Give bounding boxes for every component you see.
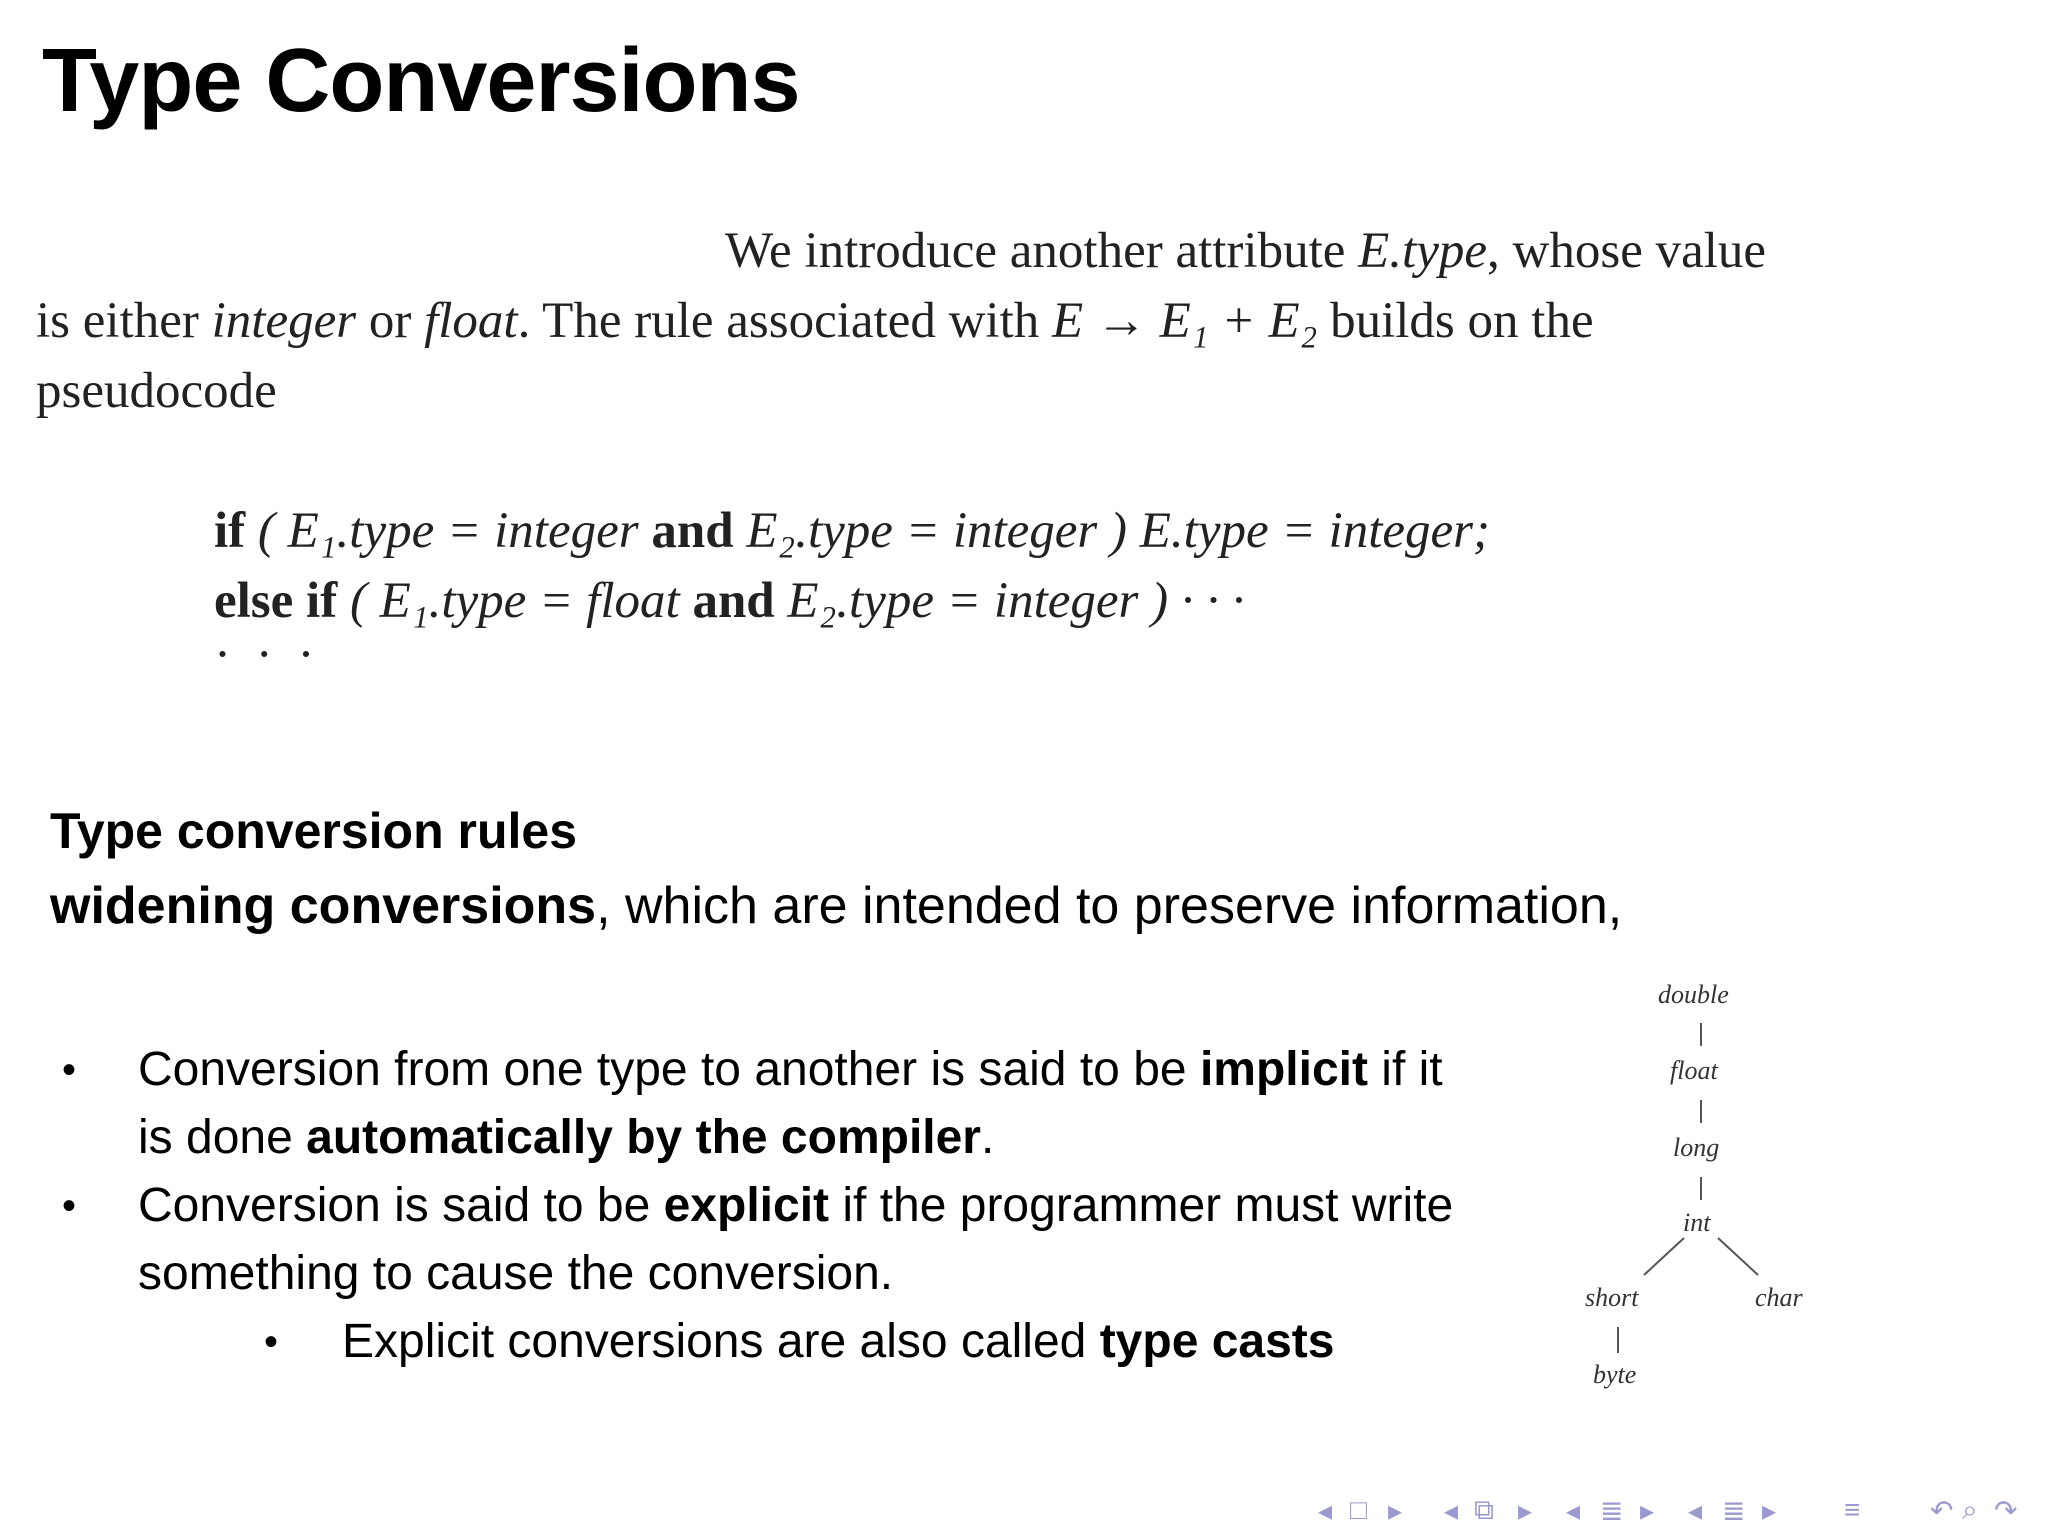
frame-icon[interactable]: □ xyxy=(1350,1494,1367,1525)
arrow-left-icon[interactable]: ◂ xyxy=(1688,1495,1703,1526)
excerpt-math: integer xyxy=(211,293,357,349)
keyword: if xyxy=(214,503,246,559)
code-expr: E₂.type = integer ) E.type = integer; xyxy=(733,503,1490,559)
node-int: int xyxy=(1683,1208,1711,1237)
section-icon[interactable]: ≣ xyxy=(1722,1495,1746,1526)
excerpt-text: . The rule associated with xyxy=(517,293,1052,349)
code-expr: ( E₁.type = float xyxy=(337,573,693,629)
node-short: short xyxy=(1585,1283,1639,1312)
widening-bold: widening conversions xyxy=(50,877,597,935)
hierarchy-edges xyxy=(1540,970,1840,1410)
bullet-bold: implicit xyxy=(1199,1043,1368,1096)
bullet-marker: • xyxy=(62,1184,77,1228)
excerpt-text: is either xyxy=(36,293,212,349)
redo-icon[interactable]: ↷ xyxy=(1994,1495,2018,1526)
section-icon[interactable]: ≣ xyxy=(1600,1495,1624,1526)
node-float: float xyxy=(1670,1056,1718,1085)
arrow-right-icon[interactable]: ▸ xyxy=(1640,1495,1655,1526)
excerpt-line-3: pseudocode xyxy=(36,363,277,419)
bullet-bold: type casts xyxy=(1099,1315,1335,1368)
excerpt-line-2 xyxy=(36,292,1594,350)
excerpt-text: , whose value xyxy=(1487,223,1767,279)
arrow-left-icon[interactable]: ◂ xyxy=(1444,1495,1459,1526)
node-long: long xyxy=(1673,1133,1720,1162)
excerpt-text: or xyxy=(356,293,425,349)
code-expr: E₂.type = integer ) · · · xyxy=(774,573,1245,629)
pseudocode-line-2 xyxy=(214,572,1245,630)
edge-int-short xyxy=(1644,1238,1684,1275)
beamer-navigation xyxy=(1318,1494,2038,1528)
excerpt-math: E.type xyxy=(1358,223,1488,279)
excerpt-text: builds on the xyxy=(1317,293,1594,349)
bullet-text: if the programmer must write something to cause the conversion. xyxy=(138,1179,1454,1300)
bullet-explicit xyxy=(58,1172,1458,1308)
arrow-left-icon[interactable]: ◂ xyxy=(1318,1495,1333,1526)
rules-heading: Type conversion rules xyxy=(50,803,578,859)
bullet-list xyxy=(58,1036,1458,1376)
arrow-right-icon[interactable]: ▸ xyxy=(1762,1495,1777,1526)
excerpt-line-1 xyxy=(725,222,1766,280)
keyword: else if xyxy=(214,573,338,629)
bullet-implicit xyxy=(58,1036,1458,1172)
widening-rest: , which are intended to preserve information, xyxy=(596,877,1623,935)
arrow-right-icon[interactable]: ▸ xyxy=(1518,1495,1533,1526)
bullet-text: Explicit conversions are also called xyxy=(342,1315,1100,1368)
bullet-type-casts xyxy=(58,1308,1458,1376)
bullet-bold: explicit xyxy=(663,1179,830,1232)
excerpt-math: float xyxy=(424,293,518,349)
undo-icon[interactable]: ↶ xyxy=(1930,1495,1954,1526)
code-expr: ( E₁.type = integer xyxy=(245,503,652,559)
arrow-left-icon[interactable]: ◂ xyxy=(1566,1495,1581,1526)
bullet-text: if it is done xyxy=(138,1043,1443,1164)
search-icon[interactable]: ⌕ xyxy=(1962,1494,1978,1525)
excerpt-text: We introduce another attribute xyxy=(725,223,1359,279)
widening-line xyxy=(50,876,1622,936)
bullet-marker: • xyxy=(62,1048,77,1092)
pseudocode-line-1 xyxy=(214,502,1490,560)
node-byte: byte xyxy=(1593,1360,1637,1389)
subsection-icon[interactable]: ⧉ xyxy=(1474,1494,1494,1525)
bullet-marker: • xyxy=(264,1320,279,1364)
node-char: char xyxy=(1755,1283,1803,1312)
keyword: and xyxy=(651,503,734,559)
node-double: double xyxy=(1658,980,1729,1009)
widening-hierarchy-diagram xyxy=(1540,970,1840,1410)
arrow-right-icon[interactable]: ▸ xyxy=(1388,1495,1403,1526)
keyword: and xyxy=(692,573,775,629)
excerpt-math: E → E₁ + E₂ xyxy=(1052,293,1318,349)
edge-int-char xyxy=(1718,1238,1758,1275)
slide-title: Type Conversions xyxy=(42,31,800,131)
pseudocode-line-3: · · · xyxy=(214,627,321,683)
bullet-bold: automatically by the compiler xyxy=(306,1111,981,1164)
bullet-text: Conversion is said to be xyxy=(138,1179,664,1232)
align-icon[interactable]: ≡ xyxy=(1844,1494,1861,1525)
bullet-text: . xyxy=(980,1111,995,1164)
bullet-text: Conversion from one type to another is said to be xyxy=(138,1043,1200,1096)
